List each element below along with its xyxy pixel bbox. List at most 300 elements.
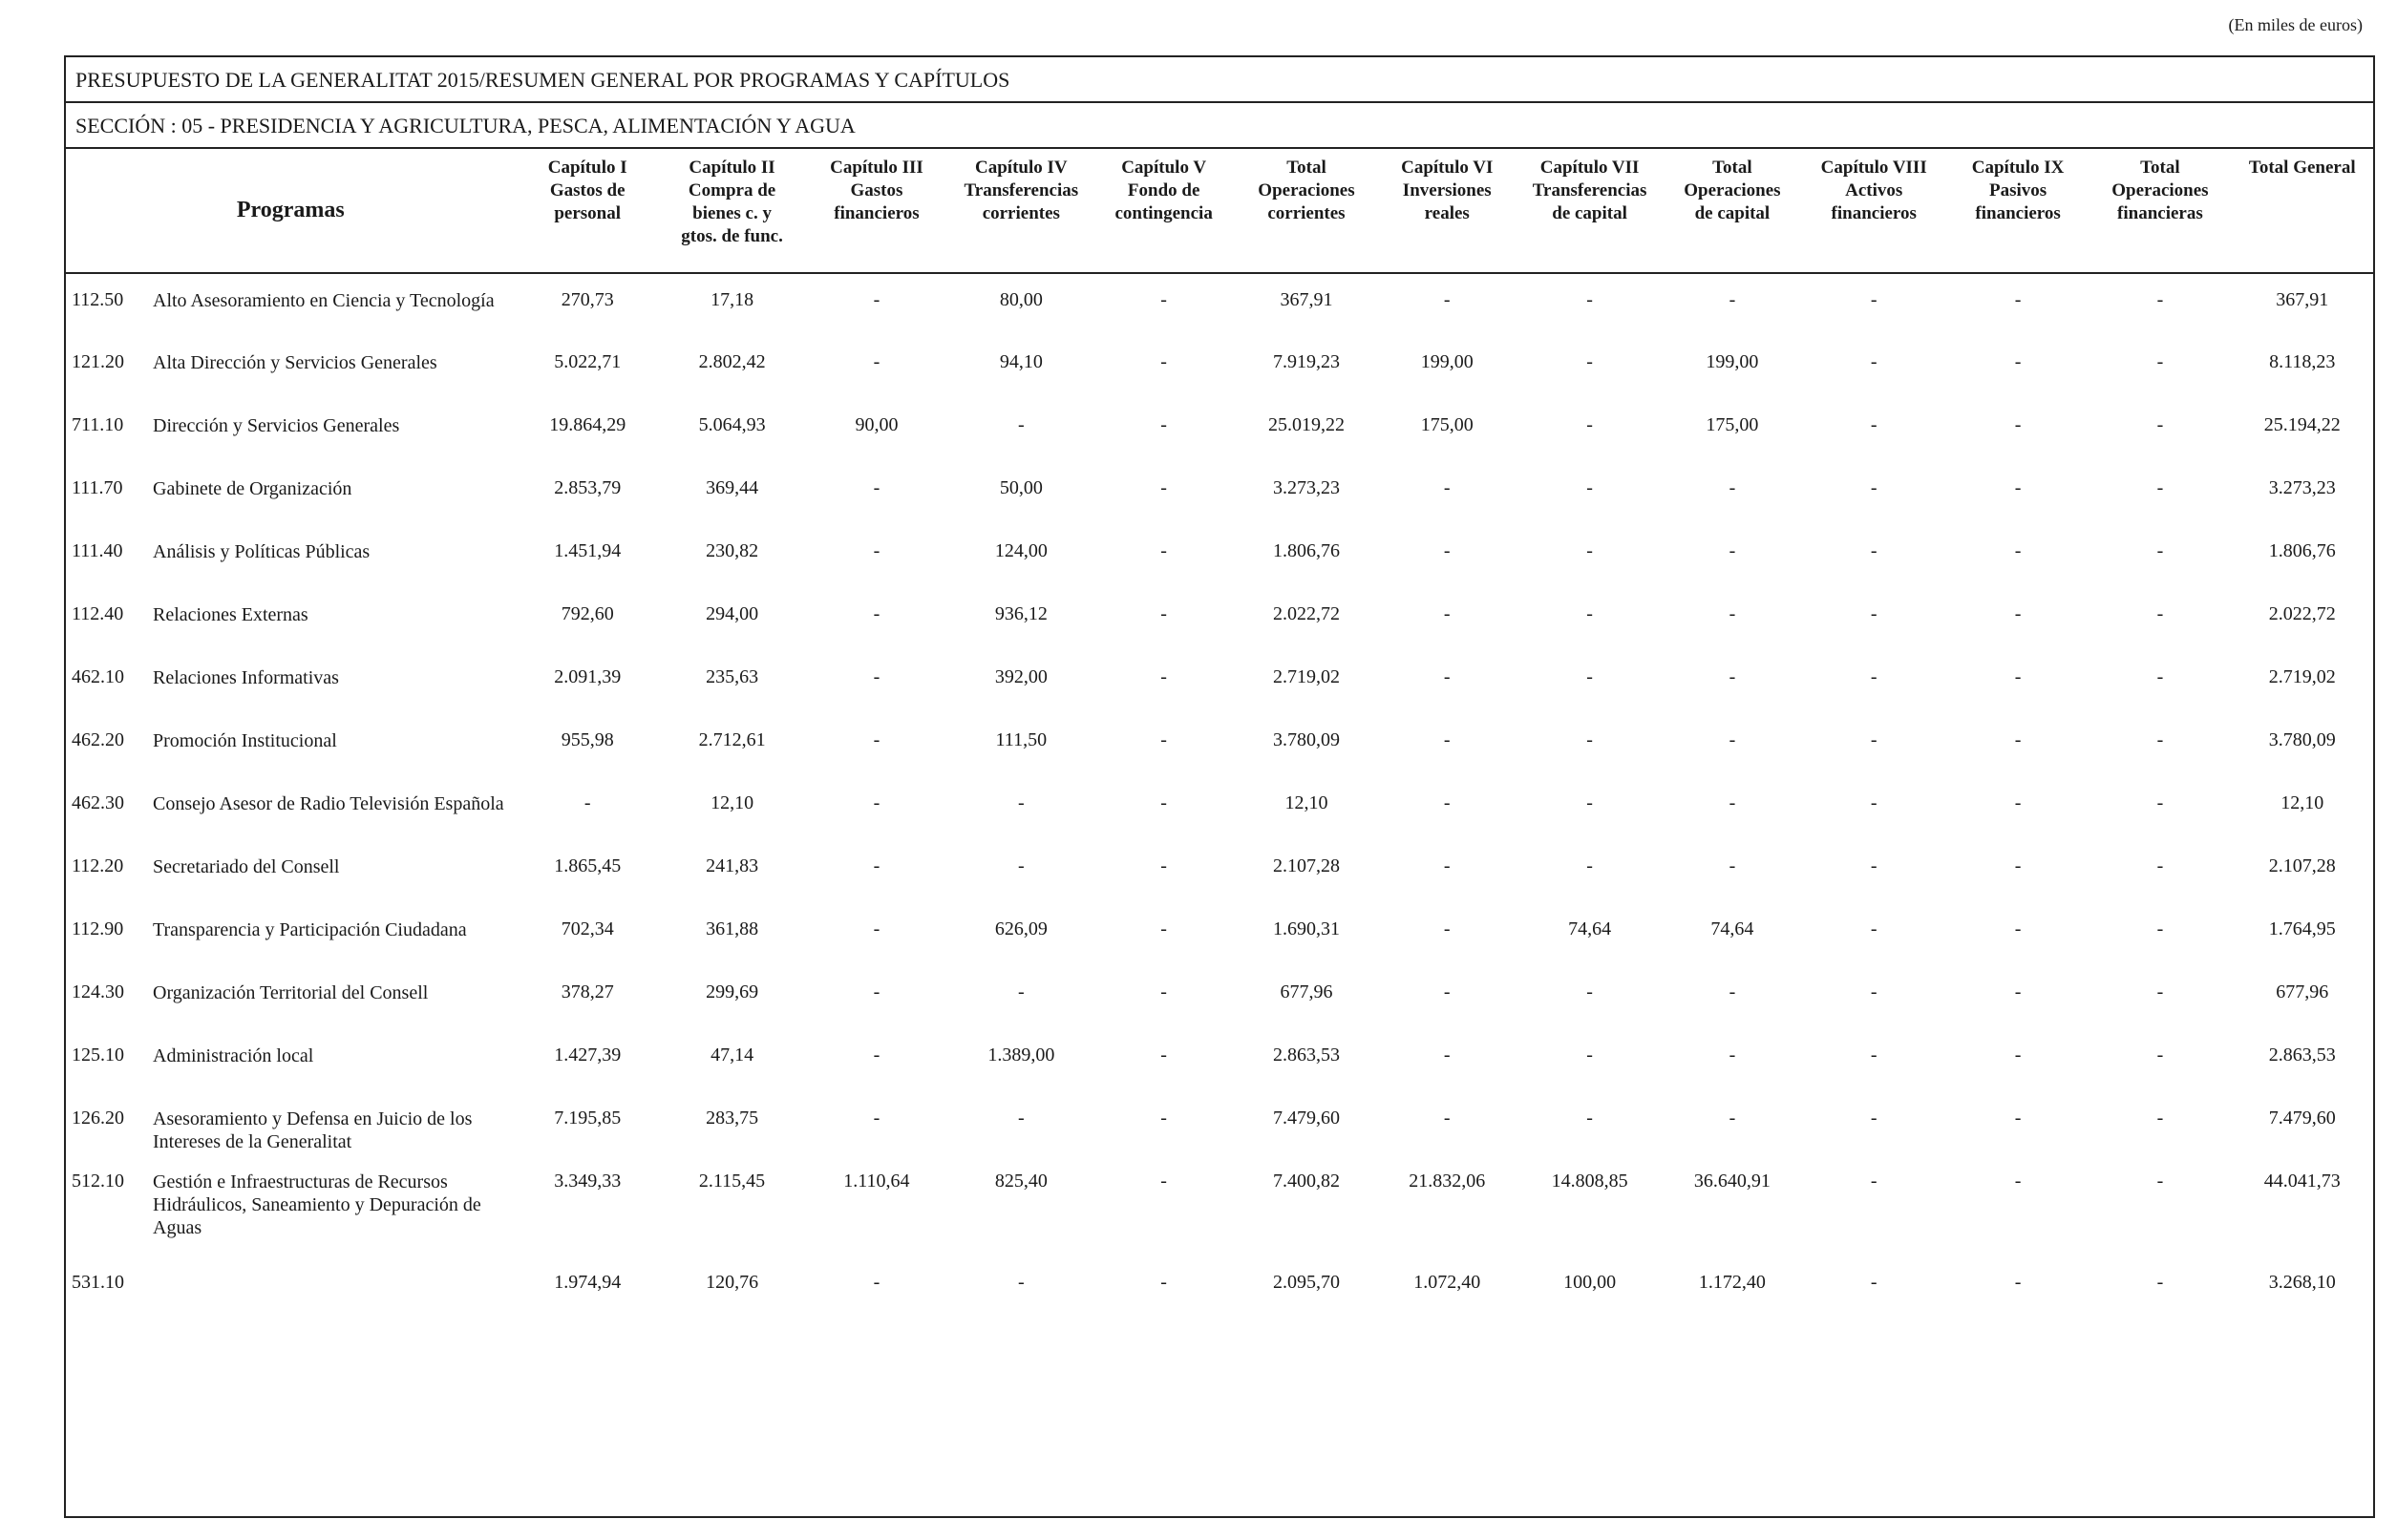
cell-c2: 5.064,93 bbox=[698, 414, 766, 435]
header-line: de capital bbox=[1552, 203, 1627, 223]
program-name: Alto Asesoramiento en Ciencia y Tecnología bbox=[153, 290, 495, 311]
cell-tof: - bbox=[2156, 1044, 2164, 1065]
header-line: Capítulo V bbox=[1121, 158, 1207, 178]
program-code: 112.20 bbox=[72, 855, 124, 876]
cell-c2: 47,14 bbox=[711, 1044, 754, 1065]
program-name: Transparencia y Participación Ciudadana bbox=[153, 919, 467, 940]
cell-c3: - bbox=[873, 540, 880, 561]
cell-c5: - bbox=[1160, 666, 1167, 687]
cell-c4: 50,00 bbox=[999, 477, 1043, 498]
table-row bbox=[66, 399, 2373, 462]
cell-c2: 17,18 bbox=[711, 289, 754, 310]
program-code: 112.40 bbox=[72, 603, 124, 624]
cell-c4: 1.389,00 bbox=[987, 1044, 1055, 1065]
cell-c5: - bbox=[1160, 1108, 1167, 1129]
cell-c9: - bbox=[2014, 540, 2022, 561]
cell-c6: - bbox=[1443, 1044, 1451, 1065]
cell-c6: - bbox=[1443, 1108, 1451, 1129]
cell-c2: 361,88 bbox=[706, 918, 759, 939]
cell-tg: 2.022,72 bbox=[2268, 603, 2336, 624]
cell-c5: - bbox=[1160, 1044, 1167, 1065]
cell-toc: 1.806,76 bbox=[1272, 540, 1340, 561]
cell-c3: - bbox=[873, 855, 880, 876]
cell-c4: 111,50 bbox=[995, 729, 1048, 750]
cell-c8: - bbox=[1870, 1171, 1877, 1192]
header-total-capital bbox=[1664, 149, 1800, 273]
header-line: Activos bbox=[1845, 180, 1903, 200]
cell-c9: - bbox=[2014, 855, 2022, 876]
cell-tg: 1.806,76 bbox=[2268, 540, 2336, 561]
cell-c1: - bbox=[583, 792, 591, 813]
program-code: 462.30 bbox=[72, 792, 124, 813]
cell-tg: 1.764,95 bbox=[2268, 918, 2336, 939]
header-line: Capítulo VIII bbox=[1820, 158, 1927, 178]
units-note: (En miles de euros) bbox=[2228, 15, 2363, 34]
cell-c9: - bbox=[2014, 1044, 2022, 1065]
program-code: 121.20 bbox=[72, 351, 124, 372]
cell-tof: - bbox=[2156, 1171, 2164, 1192]
header-line: Inversiones bbox=[1402, 180, 1492, 200]
program-name: Gabinete de Organización bbox=[153, 478, 352, 499]
program-name: Promoción Institucional bbox=[153, 730, 337, 751]
cell-c6: - bbox=[1443, 855, 1451, 876]
cell-c3: - bbox=[873, 1108, 880, 1129]
cell-c1: 19.864,29 bbox=[549, 414, 626, 435]
cell-c8: - bbox=[1870, 918, 1877, 939]
table-row bbox=[66, 1092, 2373, 1155]
cell-tof: - bbox=[2156, 981, 2164, 1002]
program-name: Gestión e Infraestructuras de Recursos Hidráulicos, Saneamiento y Depuración de Aguas bbox=[153, 1171, 481, 1238]
header-line: Total bbox=[1286, 158, 1326, 178]
cell-c1: 955,98 bbox=[561, 729, 614, 750]
cell-c7: - bbox=[1586, 855, 1593, 876]
cell-tof: - bbox=[2156, 477, 2164, 498]
cell-tg: 367,91 bbox=[2276, 289, 2329, 310]
table-row bbox=[66, 966, 2373, 1029]
program-name: Relaciones Externas bbox=[153, 604, 308, 625]
cell-c6: - bbox=[1443, 918, 1451, 939]
cell-c7: - bbox=[1586, 351, 1593, 372]
cell-c1: 1.865,45 bbox=[554, 855, 622, 876]
header-line: Operaciones bbox=[2111, 180, 2209, 200]
cell-c4: 936,12 bbox=[994, 603, 1048, 624]
header-programas: Programas bbox=[66, 149, 516, 273]
cell-c9: - bbox=[2014, 918, 2022, 939]
cell-c9: - bbox=[2014, 981, 2022, 1002]
cell-c3: 1.110,64 bbox=[843, 1171, 910, 1192]
header-line: corrientes bbox=[1267, 203, 1346, 223]
cell-c1: 1.974,94 bbox=[554, 1272, 622, 1293]
cell-c5: - bbox=[1160, 351, 1167, 372]
cell-c5: - bbox=[1160, 918, 1167, 939]
cell-c5: - bbox=[1160, 603, 1167, 624]
table-row bbox=[66, 1155, 2373, 1268]
cell-c4: 124,00 bbox=[994, 540, 1048, 561]
cell-tg: 3.268,10 bbox=[2268, 1272, 2336, 1293]
cell-c5: - bbox=[1160, 792, 1167, 813]
cell-c8: - bbox=[1870, 289, 1877, 310]
cell-tg: 2.107,28 bbox=[2268, 855, 2336, 876]
cell-toc: 1.690,31 bbox=[1272, 918, 1340, 939]
cell-tocap: - bbox=[1729, 1108, 1736, 1129]
header-row bbox=[66, 149, 2373, 273]
cell-c4: - bbox=[1017, 1108, 1025, 1129]
cell-tocap: - bbox=[1729, 792, 1736, 813]
cell-c8: - bbox=[1870, 792, 1877, 813]
cell-c8: - bbox=[1870, 1272, 1877, 1293]
header-cap2 bbox=[660, 149, 804, 273]
cell-c4: 626,09 bbox=[994, 918, 1048, 939]
cell-tg: 3.780,09 bbox=[2268, 729, 2336, 750]
cell-tof: - bbox=[2156, 1108, 2164, 1129]
cell-toc: 2.719,02 bbox=[1272, 666, 1340, 687]
table-row bbox=[66, 840, 2373, 903]
cell-c3: - bbox=[873, 603, 880, 624]
header-line: Capítulo VII bbox=[1539, 158, 1640, 178]
cell-tof: - bbox=[2156, 729, 2164, 750]
header-cap6 bbox=[1379, 149, 1516, 273]
cell-c5: - bbox=[1160, 981, 1167, 1002]
program-name: Secretariado del Consell bbox=[153, 856, 340, 877]
table-row bbox=[66, 588, 2373, 651]
cell-toc: 3.273,23 bbox=[1272, 477, 1340, 498]
cell-c6: - bbox=[1443, 477, 1451, 498]
cell-c1: 2.091,39 bbox=[554, 666, 622, 687]
cell-c2: 241,83 bbox=[706, 855, 759, 876]
cell-tof: - bbox=[2156, 540, 2164, 561]
cell-tof: - bbox=[2156, 792, 2164, 813]
cell-c9: - bbox=[2014, 414, 2022, 435]
cell-tg: 12,10 bbox=[2280, 792, 2324, 813]
program-code: 126.20 bbox=[72, 1108, 124, 1129]
cell-c5: - bbox=[1160, 414, 1167, 435]
cell-c1: 378,27 bbox=[561, 981, 614, 1002]
header-line: Gastos de bbox=[549, 180, 626, 200]
cell-toc: 25.019,22 bbox=[1267, 414, 1345, 435]
program-name: Alta Dirección y Servicios Generales bbox=[153, 352, 437, 373]
header-line: Pasivos bbox=[1988, 180, 2047, 200]
cell-c6: - bbox=[1443, 289, 1451, 310]
header-line: Capítulo III bbox=[830, 158, 923, 178]
cell-c8: - bbox=[1870, 603, 1877, 624]
cell-c6: 21.832,06 bbox=[1409, 1171, 1486, 1192]
cell-c6: - bbox=[1443, 792, 1451, 813]
cell-c3: - bbox=[873, 1272, 880, 1293]
table-row bbox=[66, 462, 2373, 525]
header-line: Transferencias bbox=[964, 180, 1079, 200]
cell-c4: 94,10 bbox=[999, 351, 1043, 372]
cell-c4: 392,00 bbox=[994, 666, 1048, 687]
cell-c7: - bbox=[1586, 289, 1593, 310]
header-cap4 bbox=[949, 149, 1093, 273]
header-line: bienes c. y bbox=[692, 203, 772, 223]
cell-c7: - bbox=[1586, 1044, 1593, 1065]
cell-toc: 12,10 bbox=[1284, 792, 1328, 813]
program-code: 125.10 bbox=[72, 1044, 124, 1065]
header-line: de capital bbox=[1694, 203, 1771, 223]
cell-c9: - bbox=[2014, 603, 2022, 624]
cell-c1: 1.427,39 bbox=[554, 1044, 622, 1065]
cell-c7: - bbox=[1586, 414, 1593, 435]
cell-c2: 369,44 bbox=[706, 477, 759, 498]
header-line: Fondo de bbox=[1127, 180, 1200, 200]
header-line: financieros bbox=[834, 203, 920, 223]
cell-toc: 2.107,28 bbox=[1272, 855, 1340, 876]
header-line: contingencia bbox=[1114, 203, 1213, 223]
header-line: Total bbox=[2140, 158, 2180, 178]
cell-tg: 25.194,22 bbox=[2263, 414, 2341, 435]
program-code: 112.90 bbox=[72, 918, 124, 939]
program-code: 711.10 bbox=[72, 414, 124, 435]
header-total-general bbox=[2232, 149, 2373, 273]
cell-c4: - bbox=[1017, 792, 1025, 813]
cell-c1: 792,60 bbox=[561, 603, 614, 624]
table-row bbox=[66, 651, 2373, 714]
cell-c3: - bbox=[873, 1044, 880, 1065]
cell-c3: - bbox=[873, 477, 880, 498]
cell-c9: - bbox=[2014, 666, 2022, 687]
cell-c6: 1.072,40 bbox=[1413, 1272, 1481, 1293]
cell-c8: - bbox=[1870, 477, 1877, 498]
cell-c7: - bbox=[1586, 981, 1593, 1002]
table-row bbox=[66, 525, 2373, 588]
cell-tocap: 74,64 bbox=[1710, 918, 1754, 939]
cell-c8: - bbox=[1870, 1108, 1877, 1129]
header-line: financieros bbox=[1831, 203, 1917, 223]
cell-c6: - bbox=[1443, 540, 1451, 561]
program-code: 531.10 bbox=[72, 1272, 124, 1293]
cell-toc: 677,96 bbox=[1280, 981, 1333, 1002]
cell-c1: 270,73 bbox=[561, 289, 614, 310]
cell-tof: - bbox=[2156, 603, 2164, 624]
cell-c9: - bbox=[2014, 289, 2022, 310]
cell-tocap: - bbox=[1729, 477, 1736, 498]
cell-c9: - bbox=[2014, 351, 2022, 372]
cell-c9: - bbox=[2014, 1272, 2022, 1293]
table-row bbox=[66, 273, 2373, 336]
cell-c3: - bbox=[873, 666, 880, 687]
cell-c4: - bbox=[1017, 414, 1025, 435]
cell-c6: - bbox=[1443, 666, 1451, 687]
program-name: Organización Territorial del Consell bbox=[153, 982, 429, 1003]
cell-c5: - bbox=[1160, 1171, 1167, 1192]
header-line: financieras bbox=[2117, 203, 2203, 223]
cell-c6: - bbox=[1443, 981, 1451, 1002]
cell-c2: 230,82 bbox=[706, 540, 759, 561]
cell-c9: - bbox=[2014, 729, 2022, 750]
cell-c4: - bbox=[1017, 981, 1025, 1002]
cell-c2: 2.802,42 bbox=[698, 351, 766, 372]
header-cap5 bbox=[1093, 149, 1234, 273]
cell-c1: 5.022,71 bbox=[554, 351, 622, 372]
table-body bbox=[66, 273, 2373, 1312]
cell-tocap: - bbox=[1729, 1044, 1736, 1065]
cell-c7: - bbox=[1586, 1108, 1593, 1129]
cell-tof: - bbox=[2156, 289, 2164, 310]
cell-c4: - bbox=[1017, 1272, 1025, 1293]
cell-toc: 7.919,23 bbox=[1272, 351, 1340, 372]
cell-c2: 2.115,45 bbox=[698, 1171, 766, 1192]
cell-tocap: - bbox=[1729, 855, 1736, 876]
budget-table bbox=[66, 149, 2373, 1312]
cell-c2: 2.712,61 bbox=[698, 729, 766, 750]
cell-toc: 7.400,82 bbox=[1272, 1171, 1340, 1192]
document-title: PRESUPUESTO DE LA GENERALITAT 2015/RESUMEN GENERAL POR PROGRAMAS Y CAPÍTULOS bbox=[66, 57, 2373, 103]
header-line: Capítulo II bbox=[689, 158, 775, 178]
section-heading: SECCIÓN : 05 - PRESIDENCIA Y AGRICULTURA, PESCA, ALIMENTACIÓN Y AGUA bbox=[66, 103, 2373, 149]
cell-tocap: 175,00 bbox=[1706, 414, 1759, 435]
cell-c7: - bbox=[1586, 540, 1593, 561]
cell-tof: - bbox=[2156, 351, 2164, 372]
program-name: Análisis y Políticas Públicas bbox=[153, 541, 371, 562]
header-line: Operaciones bbox=[1258, 180, 1355, 200]
header-line: personal bbox=[554, 203, 622, 223]
cell-c7: - bbox=[1586, 666, 1593, 687]
cell-c1: 3.349,33 bbox=[554, 1171, 622, 1192]
cell-c1: 2.853,79 bbox=[554, 477, 622, 498]
cell-tg: 8.118,23 bbox=[2269, 351, 2336, 372]
header-cap9 bbox=[1947, 149, 2089, 273]
cell-c5: - bbox=[1160, 1272, 1167, 1293]
cell-c3: 90,00 bbox=[855, 414, 899, 435]
cell-tocap: - bbox=[1729, 666, 1736, 687]
program-name: Administración local bbox=[153, 1045, 314, 1066]
cell-c8: - bbox=[1870, 414, 1877, 435]
cell-c8: - bbox=[1870, 666, 1877, 687]
cell-tof: - bbox=[2156, 1272, 2164, 1293]
cell-c8: - bbox=[1870, 1044, 1877, 1065]
cell-c2: 235,63 bbox=[706, 666, 759, 687]
cell-c7: - bbox=[1586, 603, 1593, 624]
program-code: 111.40 bbox=[72, 540, 123, 561]
program-name: Consejo Asesor de Radio Televisión Española bbox=[153, 793, 504, 814]
cell-c6: 175,00 bbox=[1420, 414, 1474, 435]
cell-c5: - bbox=[1160, 855, 1167, 876]
cell-c1: 702,34 bbox=[561, 918, 614, 939]
program-code: 462.10 bbox=[72, 666, 124, 687]
table-row bbox=[66, 1029, 2373, 1092]
header-total-corrientes bbox=[1234, 149, 1378, 273]
cell-toc: 2.863,53 bbox=[1272, 1044, 1340, 1065]
table-row bbox=[66, 777, 2373, 840]
cell-c8: - bbox=[1870, 729, 1877, 750]
cell-tg: 2.863,53 bbox=[2268, 1044, 2336, 1065]
program-code: 111.70 bbox=[72, 477, 123, 498]
cell-c7: - bbox=[1586, 729, 1593, 750]
cell-tg: 2.719,02 bbox=[2268, 666, 2336, 687]
program-name: Relaciones Informativas bbox=[153, 667, 339, 688]
cell-toc: 2.095,70 bbox=[1272, 1272, 1340, 1293]
cell-tocap: - bbox=[1729, 603, 1736, 624]
cell-tof: - bbox=[2156, 918, 2164, 939]
cell-c8: - bbox=[1870, 351, 1877, 372]
cell-c7: - bbox=[1586, 792, 1593, 813]
cell-tocap: - bbox=[1729, 289, 1736, 310]
cell-c5: - bbox=[1160, 729, 1167, 750]
cell-toc: 367,91 bbox=[1280, 289, 1333, 310]
cell-tg: 44.041,73 bbox=[2263, 1171, 2341, 1192]
cell-tof: - bbox=[2156, 414, 2164, 435]
cell-c9: - bbox=[2014, 1108, 2022, 1129]
cell-c5: - bbox=[1160, 540, 1167, 561]
cell-toc: 2.022,72 bbox=[1272, 603, 1340, 624]
cell-tocap: 1.172,40 bbox=[1698, 1272, 1766, 1293]
cell-c8: - bbox=[1870, 981, 1877, 1002]
header-line: gtos. de func. bbox=[681, 226, 783, 246]
cell-c6: - bbox=[1443, 729, 1451, 750]
cell-tocap: - bbox=[1729, 729, 1736, 750]
header-line: Capítulo IX bbox=[1971, 158, 2065, 178]
header-line: Total bbox=[1712, 158, 1752, 178]
cell-tocap: 199,00 bbox=[1706, 351, 1759, 372]
cell-c3: - bbox=[873, 289, 880, 310]
header-line: reales bbox=[1424, 203, 1470, 223]
budget-frame bbox=[64, 55, 2375, 1518]
table-row bbox=[66, 336, 2373, 399]
header-total-financieras bbox=[2089, 149, 2231, 273]
cell-c7: 100,00 bbox=[1563, 1272, 1617, 1293]
header-cap3 bbox=[804, 149, 948, 273]
cell-c1: 1.451,94 bbox=[554, 540, 622, 561]
header-line: Capítulo I bbox=[547, 158, 627, 178]
cell-c2: 299,69 bbox=[706, 981, 759, 1002]
cell-c6: - bbox=[1443, 603, 1451, 624]
cell-c5: - bbox=[1160, 477, 1167, 498]
cell-c2: 283,75 bbox=[706, 1108, 759, 1129]
cell-tof: - bbox=[2156, 855, 2164, 876]
cell-c9: - bbox=[2014, 477, 2022, 498]
cell-c6: 199,00 bbox=[1420, 351, 1474, 372]
cell-tof: - bbox=[2156, 666, 2164, 687]
cell-c7: 14.808,85 bbox=[1551, 1171, 1628, 1192]
cell-c8: - bbox=[1870, 540, 1877, 561]
header-line: Capítulo IV bbox=[975, 158, 1068, 178]
header-line: Transferencias bbox=[1532, 180, 1647, 200]
cell-c2: 294,00 bbox=[706, 603, 759, 624]
cell-c3: - bbox=[873, 729, 880, 750]
cell-toc: 3.780,09 bbox=[1272, 729, 1340, 750]
cell-c3: - bbox=[873, 351, 880, 372]
cell-c9: - bbox=[2014, 792, 2022, 813]
cell-tg: 677,96 bbox=[2276, 981, 2329, 1002]
cell-c7: - bbox=[1586, 477, 1593, 498]
cell-c8: - bbox=[1870, 855, 1877, 876]
cell-tocap: - bbox=[1729, 540, 1736, 561]
cell-c3: - bbox=[873, 792, 880, 813]
program-name bbox=[152, 1268, 516, 1312]
header-line: Operaciones bbox=[1684, 180, 1781, 200]
program-name: Dirección y Servicios Generales bbox=[153, 415, 400, 436]
cell-c3: - bbox=[873, 918, 880, 939]
cell-tg: 7.479,60 bbox=[2268, 1108, 2336, 1129]
cell-c5: - bbox=[1160, 289, 1167, 310]
table-row bbox=[66, 1268, 2373, 1312]
program-code: 112.50 bbox=[72, 289, 124, 310]
cell-c4: - bbox=[1017, 855, 1025, 876]
header-cap1 bbox=[516, 149, 660, 273]
header-line: Gastos bbox=[850, 180, 903, 200]
cell-c2: 12,10 bbox=[711, 792, 754, 813]
header-cap8 bbox=[1801, 149, 1947, 273]
header-line: Compra de bbox=[688, 180, 776, 200]
program-code: 124.30 bbox=[72, 981, 124, 1002]
cell-tocap: 36.640,91 bbox=[1693, 1171, 1771, 1192]
cell-c1: 7.195,85 bbox=[554, 1108, 622, 1129]
header-line: corrientes bbox=[982, 203, 1060, 223]
program-code: 462.20 bbox=[72, 729, 124, 750]
header-line: Total General bbox=[2248, 158, 2356, 178]
cell-c2: 120,76 bbox=[706, 1272, 759, 1293]
